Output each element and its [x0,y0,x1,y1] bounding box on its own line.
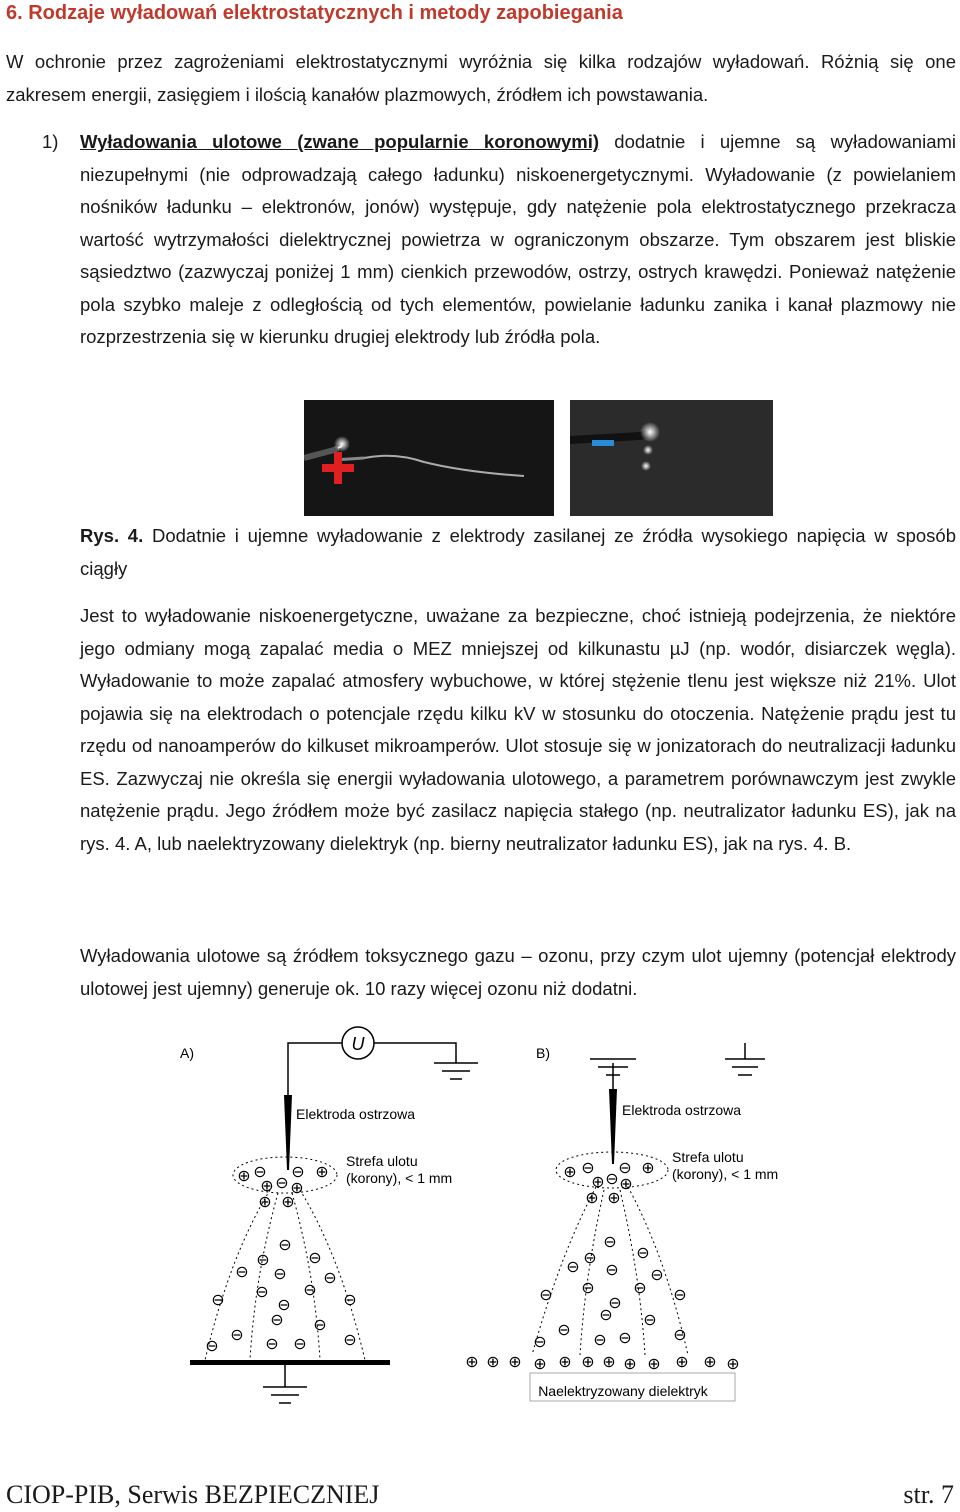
corona-diagram [160,1015,820,1415]
svg-text:⊕: ⊕ [623,1356,637,1373]
svg-text:⊖: ⊖ [633,1280,647,1297]
zone-label-b-line1: Strefa ulotu [672,1149,744,1165]
voltmeter-label: U [351,1034,365,1054]
svg-text:⊕: ⊕ [607,1190,621,1207]
svg-text:⊖: ⊖ [205,1338,219,1355]
svg-text:⊖: ⊖ [581,1280,595,1297]
svg-text:⊖: ⊖ [256,1252,270,1269]
svg-text:⊖: ⊖ [566,1259,580,1276]
svg-text:⊖: ⊖ [291,1164,305,1181]
plus-sign-vertical [334,452,342,484]
svg-text:⊕: ⊕ [703,1354,717,1371]
svg-text:⊕: ⊕ [558,1354,572,1371]
svg-text:⊕: ⊕ [647,1356,661,1373]
svg-text:⊖: ⊖ [557,1322,571,1339]
diagram-label-b: B) [536,1045,550,1061]
caption-text: Dodatnie i ujemne wyładowanie z elektrody zasilanej ze źródła wysokiego napięcia w sposób ciągły [80,525,956,579]
svg-text:⊖: ⊖ [618,1330,632,1347]
footer-page-number: str. 7 [903,1480,954,1509]
svg-text:⊖: ⊖ [343,1332,357,1349]
svg-text:⊕: ⊕ [581,1354,595,1371]
svg-text:⊖: ⊖ [643,1312,657,1329]
ground-plate-a [190,1360,390,1365]
item-number: 1) [42,131,59,152]
svg-text:⊖: ⊖ [603,1234,617,1251]
svg-text:⊕: ⊕ [508,1354,522,1371]
svg-text:⊕: ⊕ [281,1194,295,1211]
svg-text:⊖: ⊖ [277,1297,291,1314]
caption-label: Rys. 4. [80,525,144,546]
minus-sign [592,440,614,446]
svg-text:⊕: ⊕ [675,1354,689,1371]
svg-text:⊖: ⊖ [673,1327,687,1344]
zone-label-b-line2: (korony), < 1 mm [672,1166,779,1182]
zone-label-a-line1: Strefa ulotu [346,1153,418,1169]
svg-text:⊕: ⊕ [563,1164,577,1181]
zone-label-a-line2: (korony), < 1 mm [346,1170,453,1186]
svg-text:⊕: ⊕ [641,1160,655,1177]
svg-text:⊕: ⊕ [237,1168,251,1185]
svg-text:⊖: ⊖ [593,1332,607,1349]
charges-b [465,1160,739,1373]
svg-text:⊖: ⊖ [608,1295,622,1312]
svg-text:⊖: ⊖ [255,1284,269,1301]
negative-discharge-photo [570,400,773,516]
svg-text:⊖: ⊖ [618,1160,632,1177]
svg-text:⊕: ⊕ [585,1190,599,1207]
svg-text:⊖: ⊖ [235,1264,249,1281]
svg-text:⊖: ⊖ [343,1292,357,1309]
svg-text:⊖: ⊖ [253,1164,267,1181]
ground-icon-a-bottom [263,1387,307,1403]
svg-text:⊕: ⊕ [465,1354,479,1371]
item-title: Wyładowania ulotowe (zwane popularnie koronowymi) [80,131,600,152]
ground-icon-b-right [725,1043,765,1075]
svg-text:⊕: ⊕ [260,1178,274,1195]
svg-text:⊖: ⊖ [539,1287,553,1304]
svg-text:⊖: ⊖ [599,1307,613,1324]
svg-text:⊖: ⊖ [211,1292,225,1309]
body-paragraph-1: Jest to wyładowanie niskoenergetyczne, uważane za bezpieczne, choć istnieją podejrzenia, że niektóre jego odmiany mogą zapalać media o MEZ mniejszej od kilkunastu µJ (np. wodór, disiarczek węgla). Wyładowanie to może zapalać atmosfery wybuchowe, w której stężenie tlenu jest większe niż 21%. Ulot pojawia się na elektrodach o potencjale rzędu kilku kV w stosunku do otoczenia. Natężenie prądu jest tu rzędu od nanoamperów do kilkuset mikroamperów. Ulot stosuje się w jonizatorach do neutralizacji ładunku ES. Zazwyczaj nie określa się energii wyładowania ulotowego, a parametrem porównawczym jest zwykle natężenie prądu. Jego źródłem może być zasilacz napięcia stałego (np. neutralizator ładunku ES), jak na rys. 4. A, lub naelektryzowany dielektryk (np. bierny neutralizator ładunku ES), jak na rys. 4. B. [80,605,956,854]
svg-text:⊕: ⊕ [315,1164,329,1181]
svg-text:⊖: ⊖ [273,1266,287,1283]
needle-electrode-b [609,1089,617,1164]
electrode-label-a: Elektroda ostrzowa [296,1106,416,1122]
electrode-label-b: Elektroda ostrzowa [622,1102,742,1118]
svg-text:⊖: ⊖ [275,1175,289,1192]
svg-text:⊖: ⊖ [303,1282,317,1299]
svg-text:⊖: ⊖ [650,1267,664,1284]
svg-text:⊖: ⊖ [583,1250,597,1267]
svg-text:⊕: ⊕ [533,1356,547,1373]
svg-text:⊖: ⊖ [313,1317,327,1334]
svg-text:⊕: ⊕ [258,1194,272,1211]
svg-text:⊖: ⊖ [581,1160,595,1177]
svg-text:⊖: ⊖ [293,1336,307,1353]
item-paragraph [80,126,956,354]
svg-text:⊕: ⊕ [591,1174,605,1191]
body-paragraph-2: Wyładowania ulotowe są źródłem toksycznego gazu – ozonu, przy czym ulot ujemny (potencjał elektrody ulotowej jest ujemny) generuje ok. 10 razy więcej ozonu niż dodatni. [80,945,956,999]
intro-paragraph: W ochronie przez zagrożeniami elektrostatycznymi wyróżnia się kilka rodzajów wyładowań. Różnią się one zakresem energii, zasięgiem i ilością kanałów plazmowych, źródłem ich powstawania. [6,51,956,105]
footer-publisher: CIOP-PIB, Serwis BEZPIECZNIEJ [6,1480,380,1509]
svg-text:⊖: ⊖ [605,1262,619,1279]
svg-text:⊖: ⊖ [605,1171,619,1188]
ground-icon-a-top [434,1063,478,1079]
item-text: dodatnie i ujemne są wyładowaniami niezupełnymi (nie odprowadzają całego ładunku) niskoenergetycznymi. Wyładowanie (z powielaniem nośników ładunku – elektronów, jonów) występuje, gdy natężenie pola elektrostatycznego przekracza wartość wytrzymałości dielektrycznej powietrza w ograniczonym obszarze. Tym obszarem jest bliskie sąsiedztwo (zazwyczaj poniżej 1 mm) cienkich przewodów, ostrzy, ostrych krawędzi. Ponieważ natężenie pola szybko maleje z odległością od tych elementów, powielanie ładunku zanika i kanał plazmowy nie rozprzestrzenia się w kierunku drugiej elektrody lub źródła pola. [80,131,957,347]
svg-text:⊖: ⊖ [278,1237,292,1254]
svg-text:⊕: ⊕ [602,1354,616,1371]
svg-text:⊖: ⊖ [308,1250,322,1267]
svg-text:⊕: ⊕ [486,1354,500,1371]
charges-a [205,1164,356,1355]
svg-text:⊕: ⊕ [619,1176,633,1193]
dielectric-label: Naelektryzowany dielektryk [538,1383,708,1399]
positive-discharge-photo [304,400,554,516]
svg-text:⊖: ⊖ [636,1245,650,1262]
svg-text:⊖: ⊖ [270,1312,284,1329]
needle-electrode-a [284,1095,292,1170]
svg-text:⊖: ⊖ [673,1287,687,1304]
section-heading: 6. Rodzaje wyładowań elektrostatycznych i metody zapobiegania [6,2,623,24]
svg-text:⊖: ⊖ [265,1336,279,1353]
figure-caption [80,520,956,585]
svg-text:⊕: ⊕ [726,1356,740,1373]
svg-text:⊖: ⊖ [323,1270,337,1287]
svg-text:⊖: ⊖ [230,1327,244,1344]
svg-text:⊕: ⊕ [290,1180,304,1197]
svg-text:⊖: ⊖ [533,1334,547,1351]
diagram-label-a: A) [180,1045,194,1061]
